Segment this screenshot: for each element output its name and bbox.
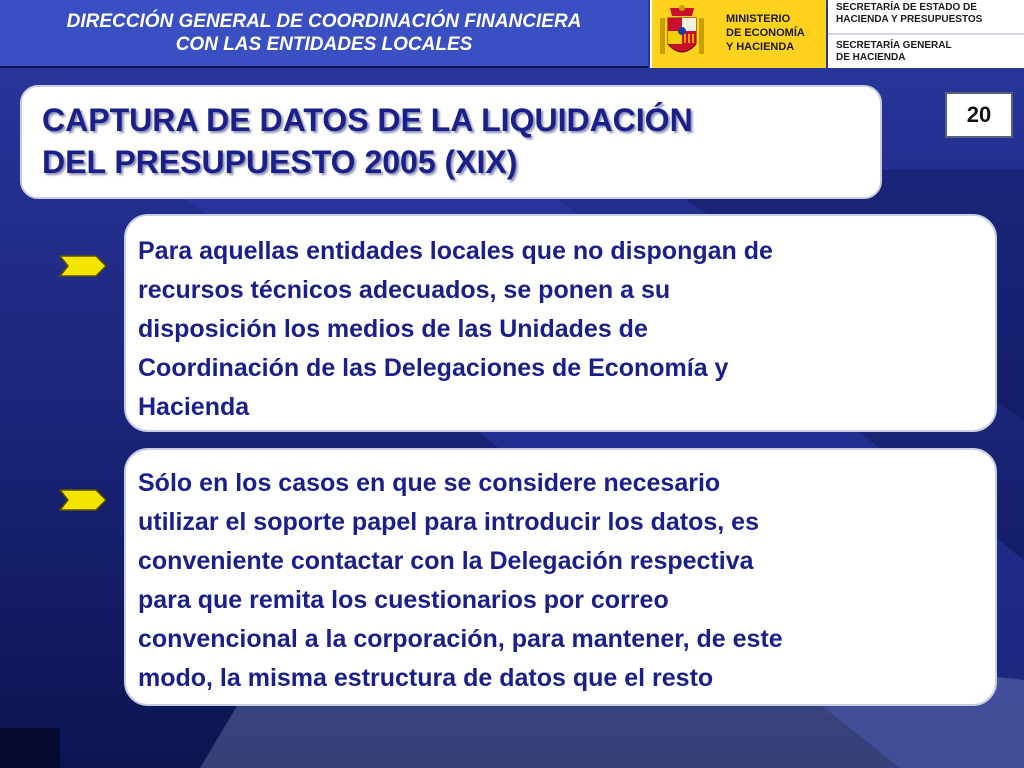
ministry-name: [726, 12, 805, 54]
secretarias-block: [828, 0, 1024, 68]
bullet-2-line: Sólo en los casos en que se considere necesario: [138, 469, 721, 497]
org-line-1: DIRECCIÓN GENERAL DE COORDINACIÓN FINANCIERA: [66, 11, 582, 32]
ministry-line-3: Y HACIENDA: [726, 41, 795, 53]
bullet-2-line: conveniente contactar con la Delegación respectiva: [138, 547, 754, 575]
organization-header: [0, 0, 648, 68]
bullet-card-recursos: [124, 214, 997, 432]
secretarias-divider: [828, 33, 1024, 35]
bullet-1-line: Hacienda: [138, 393, 250, 421]
secretaria2-line-1: SECRETARÍA GENERAL: [836, 40, 952, 51]
org-line-2: CON LAS ENTIDADES LOCALES: [175, 34, 473, 55]
secretaria-general: [836, 40, 952, 64]
bullet-2-line: convencional a la corporación, para mantener, de este: [138, 625, 783, 653]
bullet-2-line: para que remita los cuestionarios por correo: [138, 586, 669, 614]
secretaria-estado: [836, 2, 982, 26]
bullet-card-soporte-papel: [124, 448, 997, 706]
secretaria2-line-2: DE HACIENDA: [836, 52, 906, 63]
corner-decoration: [0, 728, 60, 768]
coat-of-arms-icon: [658, 4, 706, 64]
page-number: 20: [945, 92, 1013, 138]
secretaria1-line-2: HACIENDA Y PRESUPUESTOS: [836, 14, 983, 25]
bullet-2-line: utilizar el soporte papel para introducir los datos, es: [138, 508, 759, 536]
ministry-logo-block: [650, 0, 826, 68]
bullet-1-line: Para aquellas entidades locales que no dispongan de: [138, 237, 773, 265]
ministry-line-1: MINISTERIO: [726, 13, 791, 25]
bullet-2-line: modo, la misma estructura de datos que el resto: [138, 664, 714, 692]
secretaria1-line-1: SECRETARÍA DE ESTADO DE: [836, 2, 977, 13]
ministry-line-2: DE ECONOMÍA: [726, 27, 805, 39]
bullet-1-line: recursos técnicos adecuados, se ponen a su: [138, 276, 671, 304]
arrow-bullet-icon: [58, 488, 108, 512]
slide-title: [20, 85, 882, 199]
bullet-1-line: disposición los medios de las Unidades de: [138, 315, 648, 343]
title-line-2: DEL PRESUPUESTO 2005 (XIX): [42, 144, 518, 180]
bullet-1-line: Coordinación de las Delegaciones de Economía y: [138, 354, 729, 382]
arrow-bullet-icon: [58, 254, 108, 278]
title-line-1: CAPTURA DE DATOS DE LA LIQUIDACIÓN: [42, 102, 693, 138]
